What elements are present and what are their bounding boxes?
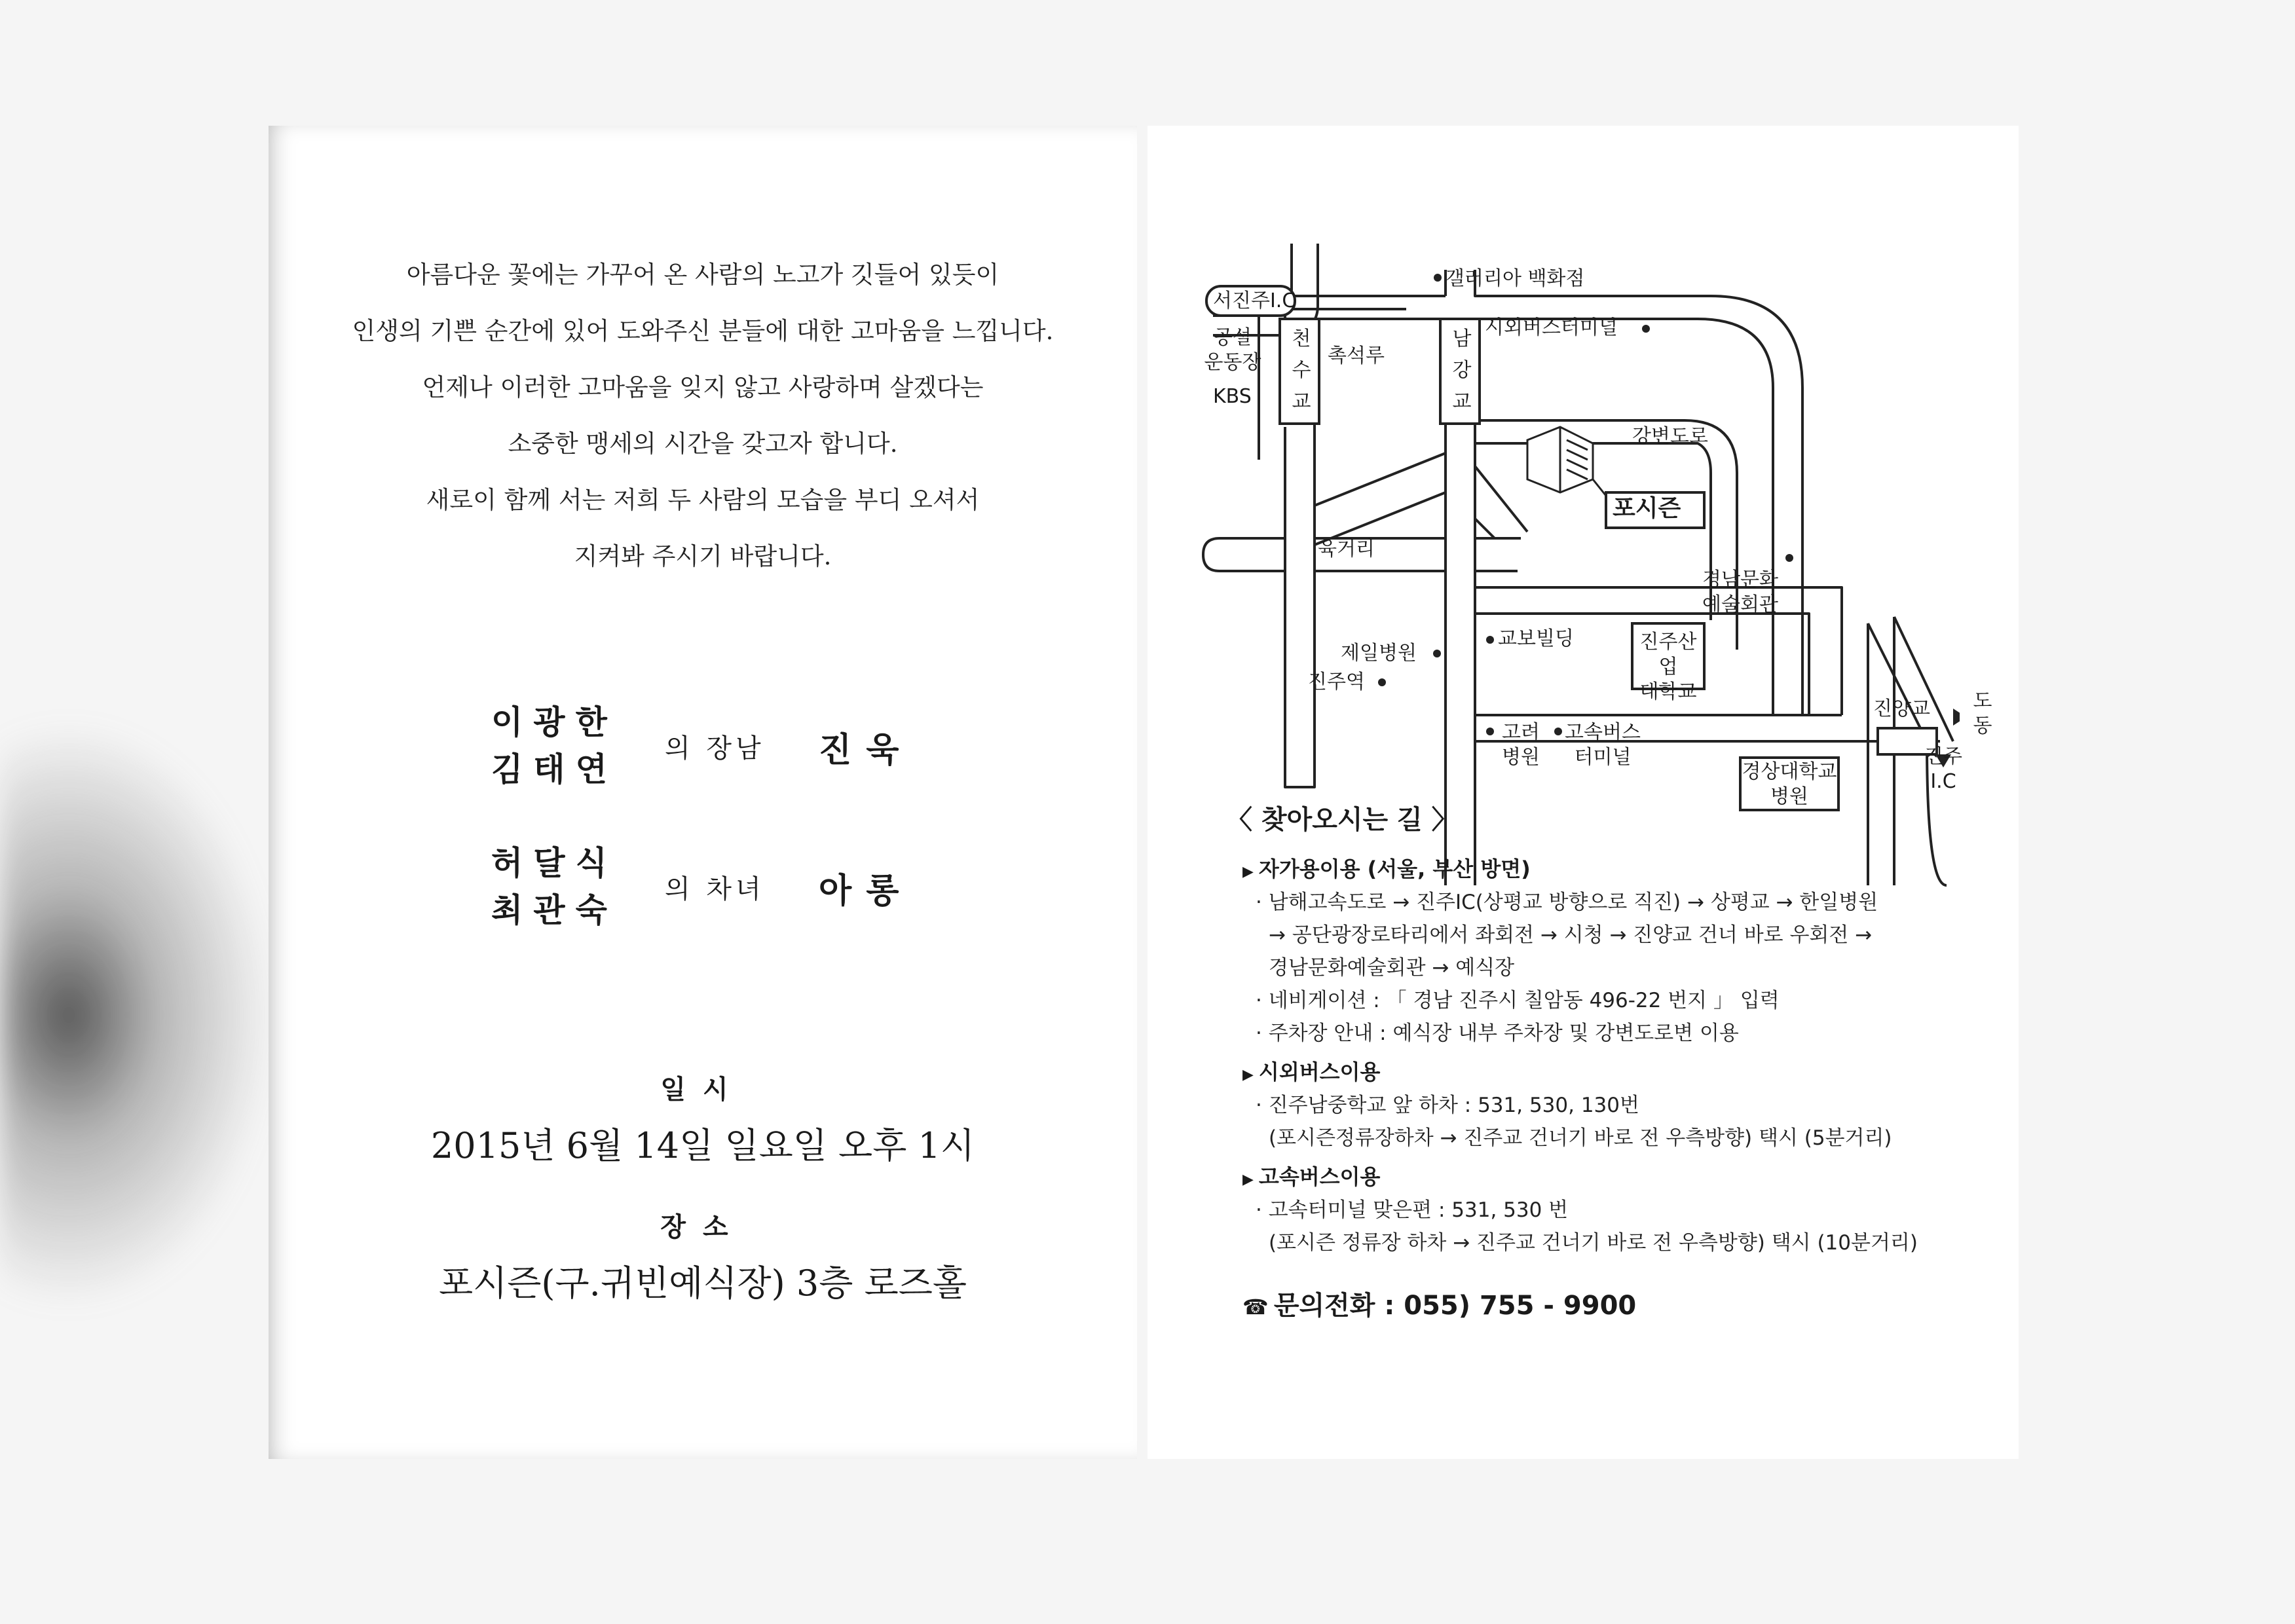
map-label-galleria: 갤러리아 백화점 (1446, 267, 1585, 290)
intro-line: 지켜봐 주시기 바랍니다. (574, 542, 832, 570)
map-label-intercity-terminal: 시외버스터미널 (1485, 316, 1618, 339)
intro-line: 인생의 기쁜 순간에 있어 도와주신 분들에 대한 고마움을 느낍니다. (352, 317, 1054, 345)
groom-relation: 의 장남 (665, 733, 765, 764)
scan-shadow (0, 720, 275, 1310)
section-heading-car (1242, 853, 1531, 883)
map-label-fourseason: 포시즌 (1613, 495, 1681, 522)
contact-phone (1242, 1285, 1636, 1322)
map-label-gangbyeon-road: 강변도로 (1632, 425, 1708, 448)
map-label-gyeongnam-arts: 경남문화 예술회관 (1702, 568, 1778, 616)
direction-line: (포시즌정류장하차 → 진주교 건너기 바로 전 우측방향) 택시 (5분거리) (1269, 1126, 1892, 1150)
map-label-kyobo: 교보빌딩 (1498, 627, 1574, 650)
bride-parents (491, 840, 618, 934)
map-label-jeil-hospital: 제일병원 (1341, 642, 1417, 665)
bride-father: 허달식 (491, 843, 618, 882)
map-label-namganggyo: 남 강 교 (1452, 327, 1472, 413)
map-label-yukgeori: 육거리 (1318, 538, 1375, 561)
groom-mother: 김태연 (491, 750, 618, 788)
bride-family (491, 840, 1015, 931)
bride-name: 아롱 (819, 871, 914, 911)
groom-name: 진욱 (819, 730, 914, 770)
intro-message (269, 247, 1137, 585)
map-label-gongseol: 공설 운동장 (1204, 326, 1261, 374)
direction-line: 경남문화예술회관 → 예식장 (1269, 956, 1515, 980)
directions-right-page (1148, 126, 2019, 1459)
map-label-goryeo-hospital: 고려 병원 (1502, 721, 1540, 769)
section-heading-intercity-bus (1242, 1056, 1380, 1086)
map-label-seojinju-ic: 서진주I.C (1213, 289, 1296, 312)
groom-parents (491, 699, 618, 793)
direction-line: · 진주남중학교 앞 하차 : 531, 530, 130번 (1256, 1094, 1639, 1117)
location-map (1187, 231, 1992, 898)
direction-line: · 네비게이션 : 「 경남 진주시 칠암동 496-22 번지 」 입력 (1256, 989, 1780, 1012)
map-label-cheonsugyo: 천 수 교 (1292, 327, 1311, 413)
map-label-express-terminal: 고속버스 터미널 (1565, 721, 1641, 769)
map-label-jinju-ic: 진주 I.C (1924, 745, 1962, 793)
intro-line: 새로이 함께 서는 저희 두 사람의 모습을 부디 오셔서 (426, 486, 980, 514)
groom-family (491, 699, 1015, 790)
date-block (269, 1069, 1137, 1168)
triangle-right-icon: ▶ (1242, 864, 1254, 880)
section-heading-express-bus (1242, 1160, 1380, 1190)
intro-line: 언제나 이러한 고마움을 잊지 않고 사랑하며 살겠다는 (422, 373, 984, 401)
map-label-dodong: 도 동 (1973, 690, 1992, 737)
direction-line: · 고속터미널 맞은편 : 531, 530 번 (1256, 1198, 1569, 1222)
map-label-chokseokru: 촉석루 (1328, 344, 1385, 367)
contact-phone-label: 문의전화 : 055) 755 - 9900 (1273, 1291, 1637, 1321)
invitation-left-page (269, 126, 1137, 1459)
venue-label: 장소 (660, 1211, 745, 1242)
date-label: 일시 (660, 1074, 745, 1105)
direction-line: (포시즌 정류장 하차 → 진주교 건너기 바로 전 우측방향) 택시 (10분거리) (1269, 1231, 1918, 1255)
map-label-kbs: KBS (1213, 385, 1252, 408)
venue-block (269, 1206, 1137, 1306)
date-value: 2015년 6월 14일 일요일 오후 1시 (430, 1125, 975, 1166)
fourseason-building-icon (1527, 427, 1606, 496)
triangle-right-icon: ▶ (1242, 1067, 1254, 1083)
intro-line: 아름다운 꽃에는 가꾸어 온 사람의 노고가 깃들어 있듯이 (406, 261, 999, 289)
map-label-gyeongsang-hospital: 경상대학교 병원 (1742, 760, 1837, 808)
direction-line: · 남해고속도로 → 진주IC(상평교 방향으로 직진) → 상평교 → 한일병원 (1256, 891, 1878, 914)
section-heading-car-label: 자가용이용 (서울, 부산 방면) (1258, 857, 1531, 881)
venue-value: 포시즌(구.귀빈예식장) 3층 로즈홀 (438, 1263, 967, 1304)
map-label-jinyanggyo: 진양교 (1873, 697, 1930, 720)
section-heading-intercity-bus-label: 시외버스이용 (1258, 1060, 1381, 1084)
map-label-jinju-sanup: 진주산업 대학교 (1639, 631, 1697, 703)
direction-line: · 주차장 안내 : 예식장 내부 주차장 및 강변도로변 이용 (1256, 1022, 1739, 1045)
directions-title: 〈 찾아오시는 길 〉 (1226, 805, 1458, 835)
intro-line: 소중한 맹세의 시간을 갖고자 합니다. (508, 430, 898, 458)
dodong-arrow-icon (1953, 709, 1960, 726)
groom-father: 이광한 (491, 703, 618, 741)
bride-relation: 의 차녀 (665, 874, 765, 904)
map-label-jinju-station: 진주역 (1308, 671, 1365, 693)
triangle-right-icon: ▶ (1242, 1172, 1254, 1188)
direction-line: → 공단광장로타리에서 좌회전 → 시청 → 진양교 건너 바로 우회전 → (1269, 923, 1873, 947)
bride-mother: 최관숙 (491, 891, 618, 929)
telephone-icon: ☎ (1242, 1295, 1269, 1320)
section-heading-express-bus-label: 고속버스이용 (1258, 1164, 1381, 1189)
